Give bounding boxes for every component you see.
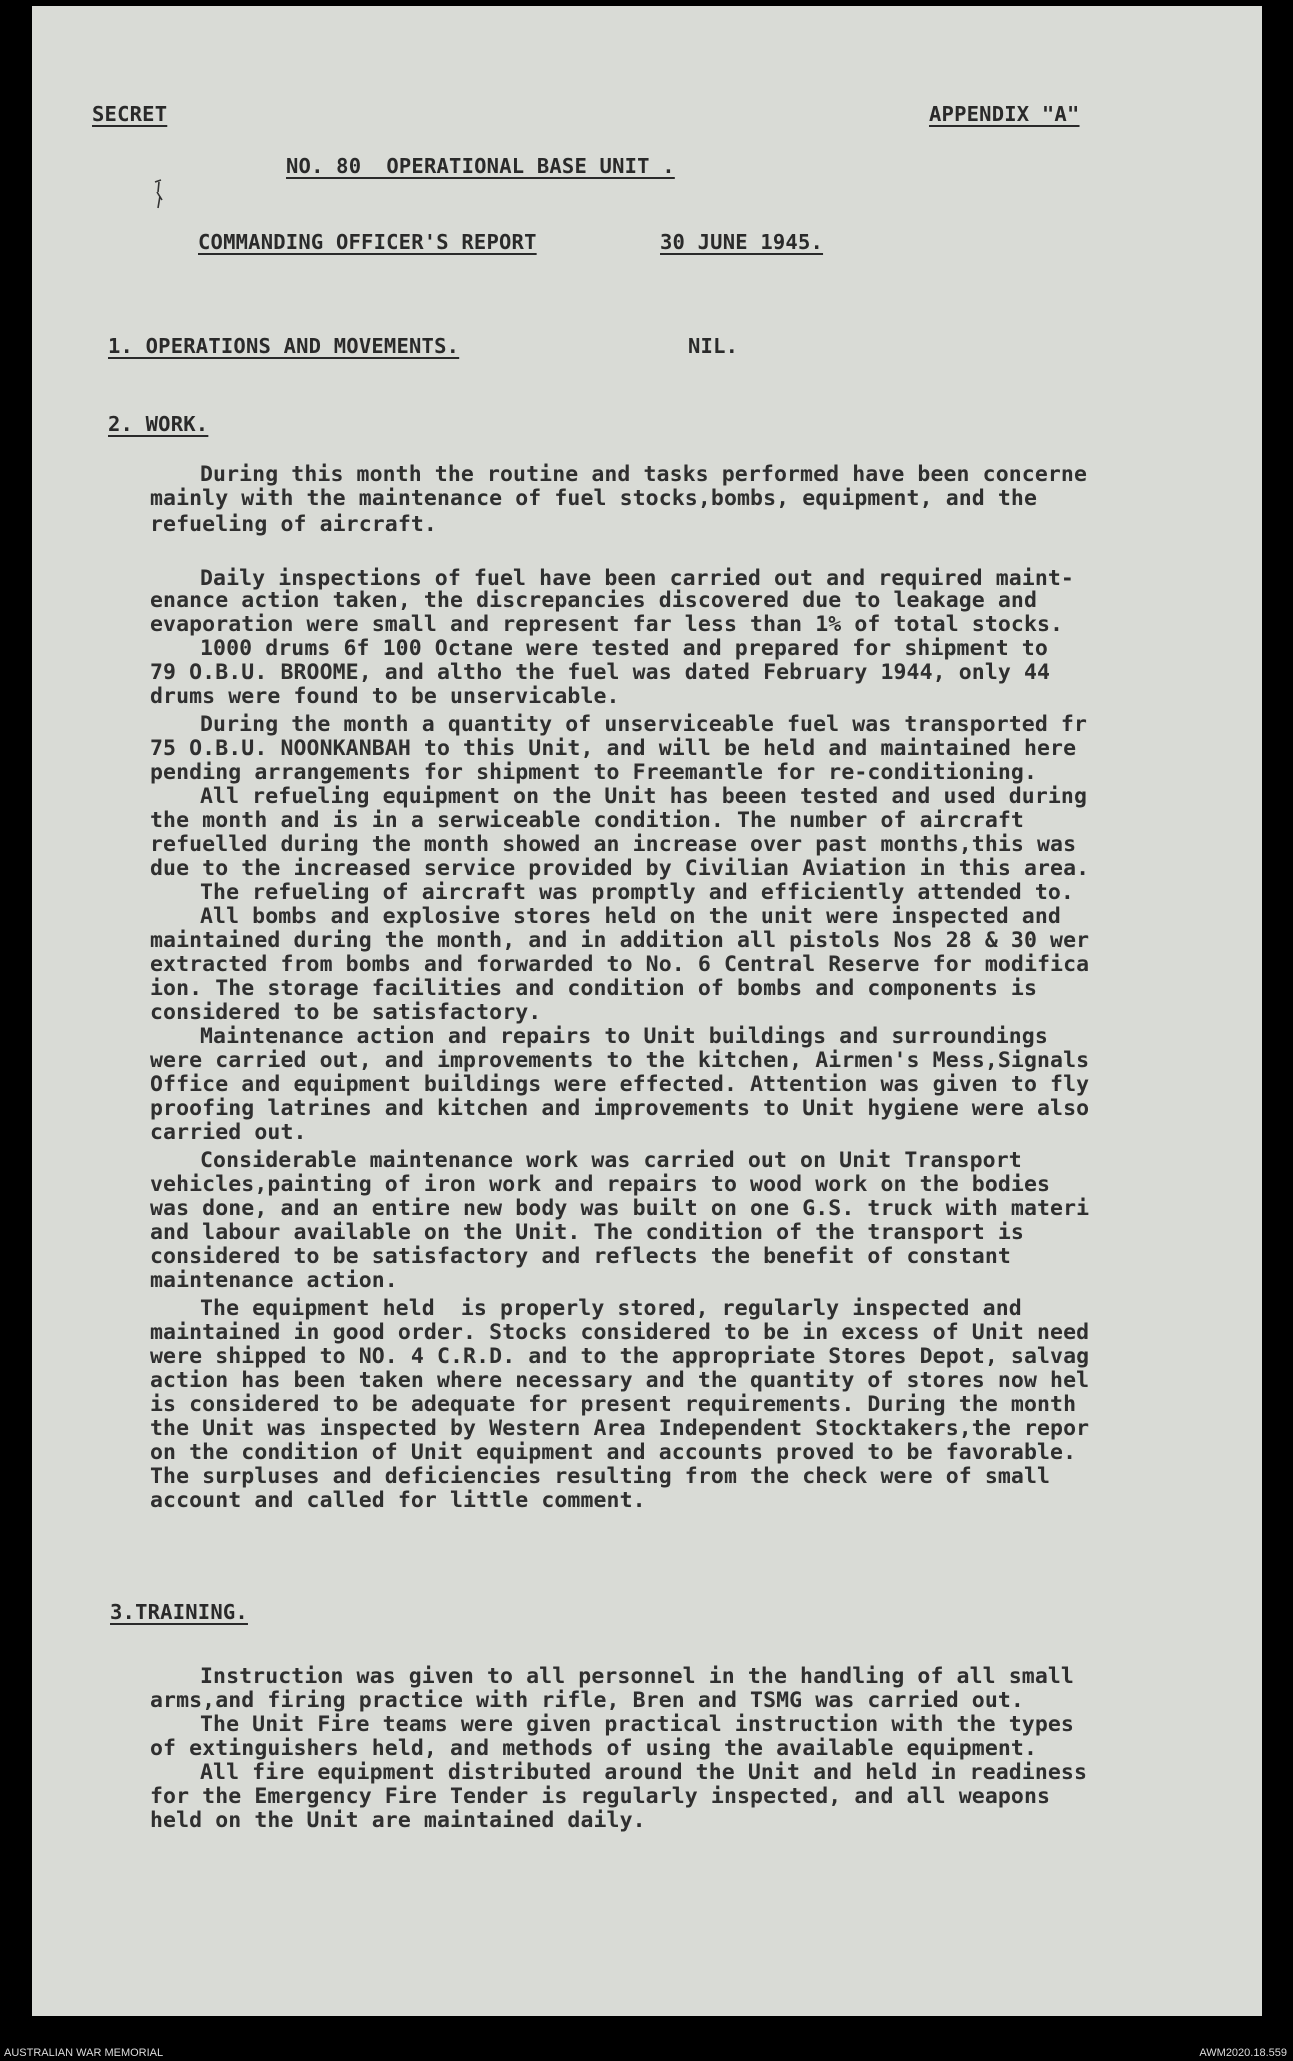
text-line: The surpluses and deficiencies resulting from the check were of small — [150, 1464, 1051, 1489]
text-line: carried out. — [150, 1120, 307, 1145]
text-line: for the Emergency Fire Tender is regularly inspected, and all weapons — [150, 1784, 1051, 1809]
footer-source: AUSTRALIAN WAR MEMORIAL — [4, 2047, 164, 2059]
text-line: mainly with the maintenance of fuel stocks,bombs, equipment, and the — [150, 486, 1037, 511]
section-2-heading: 2. WORK. — [108, 412, 209, 436]
text-line: of extinguishers held, and methods of using the available equipment. — [150, 1736, 1037, 1761]
text-line: were carried out, and improvements to the kitchen, Airmen's Mess,Signals — [150, 1048, 1090, 1073]
text-line: ion. The storage facilities and condition of bombs and components is — [150, 976, 1037, 1001]
text-line: All bombs and explosive stores held on the unit were inspected and — [200, 904, 1061, 929]
text-line: action has been taken where necessary and the quantity of stores now hel — [150, 1368, 1090, 1393]
text-line: maintained during the month, and in addition all pistols Nos 28 & 30 wer — [150, 928, 1090, 953]
text-line: 1000 drums 6f 100 Octane were tested and prepared for shipment to — [200, 636, 1048, 661]
text-line: pending arrangements for shipment to Freemantle for re-conditioning. — [150, 760, 1037, 785]
text-line: The Unit Fire teams were given practical instruction with the types — [200, 1712, 1074, 1737]
handwritten-mark — [152, 178, 166, 212]
text-line: The equipment held is properly stored, regularly inspected and — [200, 1296, 1022, 1321]
text-line: Instruction was given to all personnel in the handling of all small — [200, 1664, 1074, 1689]
text-line: is considered to be adequate for present requirements. During the month — [150, 1392, 1077, 1417]
text-line: held on the Unit are maintained daily. — [150, 1808, 646, 1833]
text-line: enance action taken, the discrepancies discovered due to leakage and — [150, 588, 1037, 613]
text-line: The refueling of aircraft was promptly and efficiently attended to. — [200, 880, 1074, 905]
text-line: was done, and an entire new body was built on one G.S. truck with materi — [150, 1196, 1090, 1221]
text-line: Daily inspections of fuel have been carried out and required maint- — [200, 566, 1074, 591]
text-line: refueling of aircraft. — [150, 512, 437, 537]
section-3-heading: 3.TRAINING. — [110, 1600, 248, 1624]
report-title: COMMANDING OFFICER'S REPORT — [198, 230, 537, 254]
text-line: and labour available on the Unit. The condition of the transport is — [150, 1220, 1024, 1245]
text-line: were shipped to NO. 4 C.R.D. and to the appropriate Stores Depot, salvag — [150, 1344, 1090, 1369]
text-line: on the condition of Unit equipment and accounts proved to be favorable. — [150, 1440, 1077, 1465]
document-page — [32, 6, 1262, 2016]
footer-reference: AWM2020.18.559 — [1199, 2047, 1287, 2059]
text-line: due to the increased service provided by Civilian Aviation in this area. — [150, 856, 1090, 881]
text-line: the Unit was inspected by Western Area Independent Stocktakers,the repor — [150, 1416, 1090, 1441]
text-line: Considerable maintenance work was carried out on Unit Transport — [200, 1148, 1022, 1173]
text-line: refuelled during the month showed an increase over past months,this was — [150, 832, 1077, 857]
text-line: proofing latrines and kitchen and improvements to Unit hygiene were also — [150, 1096, 1090, 1121]
unit-title: NO. 80 OPERATIONAL BASE UNIT . — [286, 154, 675, 178]
report-date: 30 JUNE 1945. — [660, 230, 824, 254]
text-line: All refueling equipment on the Unit has beeen tested and used during — [200, 784, 1087, 809]
text-line: During the month a quantity of unserviceable fuel was transported fr — [200, 712, 1087, 737]
text-line: vehicles,painting of iron work and repairs to wood work on the bodies — [150, 1172, 1051, 1197]
text-line: 79 O.B.U. BROOME, and altho the fuel was dated February 1944, only 44 — [150, 660, 1051, 685]
text-line: Office and equipment buildings were effected. Attention was given to fly — [150, 1072, 1090, 1097]
classification-label: SECRET — [92, 102, 168, 126]
text-line: arms,and firing practice with rifle, Bren and TSMG was carried out. — [150, 1688, 1024, 1713]
text-line: considered to be satisfactory. — [150, 1000, 542, 1025]
text-line: All fire equipment distributed around the Unit and held in readiness — [200, 1760, 1087, 1785]
section-1-value: NIL. — [688, 334, 739, 358]
text-line: During this month the routine and tasks performed have been concerne — [200, 462, 1087, 487]
text-line: maintained in good order. Stocks considered to be in excess of Unit need — [150, 1320, 1090, 1345]
appendix-label: APPENDIX "A" — [929, 102, 1080, 126]
text-line: drums were found to be unservicable. — [150, 684, 620, 709]
text-line: maintenance action. — [150, 1268, 398, 1293]
text-line: the month and is in a serwiceable condition. The number of aircraft — [150, 808, 1024, 833]
text-line: 75 O.B.U. NOONKANBAH to this Unit, and will be held and maintained here — [150, 736, 1077, 761]
text-line: account and called for little comment. — [150, 1488, 646, 1513]
text-line: considered to be satisfactory and reflects the benefit of constant — [150, 1244, 1011, 1269]
section-1-heading: 1. OPERATIONS AND MOVEMENTS. — [108, 334, 460, 358]
text-line: evaporation were small and represent far less than 1% of total stocks. — [150, 612, 1064, 637]
text-line: Maintenance action and repairs to Unit buildings and surroundings — [200, 1024, 1048, 1049]
text-line: extracted from bombs and forwarded to No. 6 Central Reserve for modifica — [150, 952, 1090, 977]
